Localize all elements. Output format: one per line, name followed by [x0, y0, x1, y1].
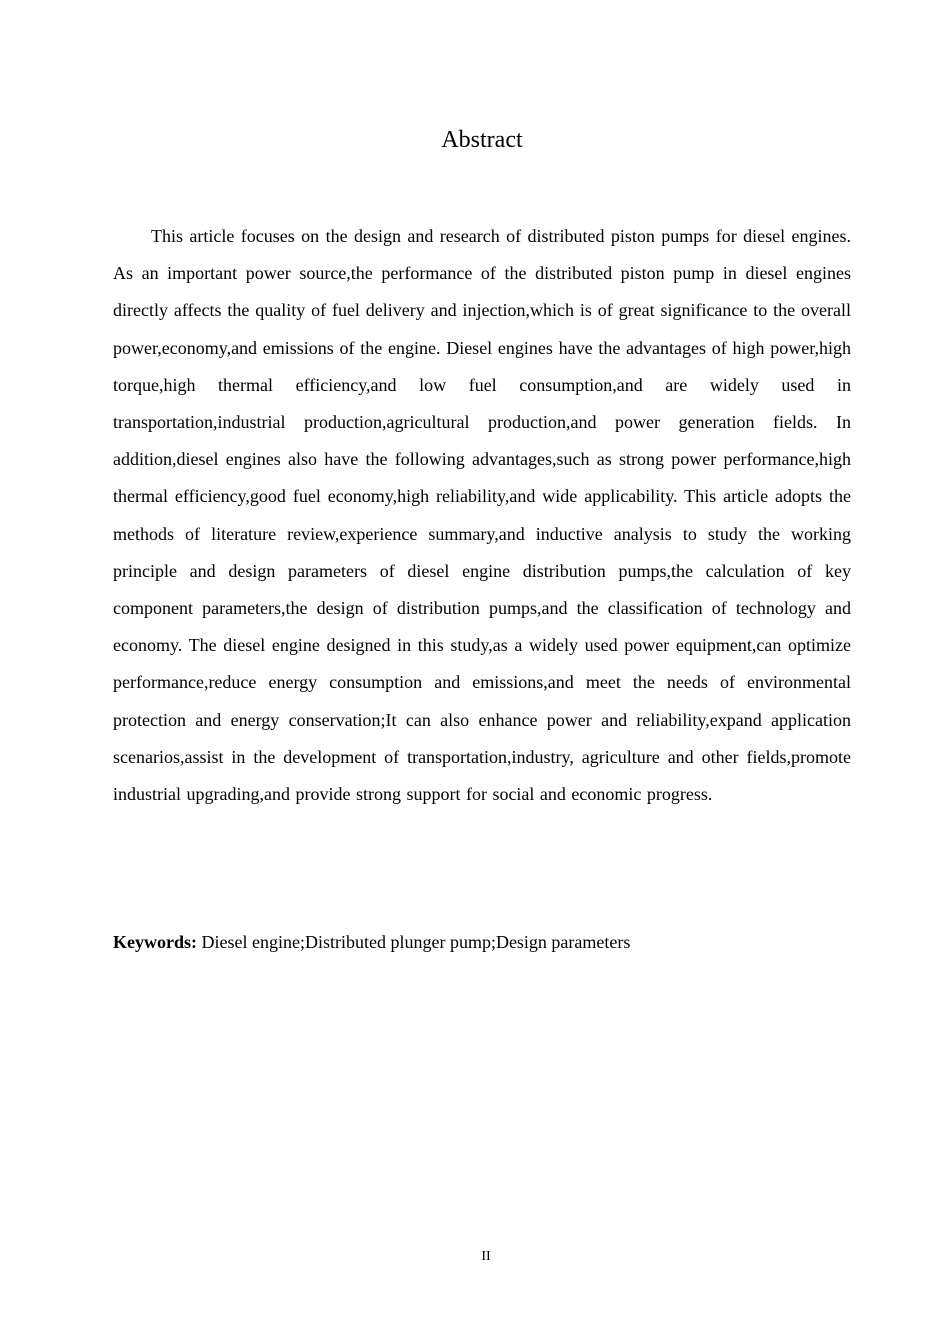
keywords-line: [113, 924, 851, 960]
abstract-body: This article focuses on the design and research of distributed piston pumps for diesel engines. As an important power source,the performance of the distributed piston pump in diesel engines directly affects the quality of fuel delivery and injection,which is of great significance to the overall power,economy,and emissions of the engine. Diesel engines have the advantages of high power,high torque,high thermal efficiency,and low fuel consumption,and are widely used in transportation,industrial production,agricultural production,and power generation fields. In addition,diesel engines also have the following advantages,such as strong power performance,high thermal efficiency,good fuel economy,high reliability,and wide applicability. This article adopts the methods of literature review,experience summary,and inductive analysis to study the working principle and design parameters of diesel engine distribution pumps,the calculation of key component parameters,the design of distribution pumps,and the classification of technology and economy. The diesel engine designed in this study,as a widely used power equipment,can optimize performance,reduce energy consumption and emissions,and meet the needs of environmental protection and energy conservation;It can also enhance power and reliability,expand application scenarios,assist in the development of transportation,industry, agriculture and other fields,promote industrial upgrading,and provide strong support for social and economic progress.: [113, 226, 851, 805]
keywords-value: Diesel engine;Distributed plunger pump;Design parameters: [201, 932, 631, 952]
abstract-title: Abstract: [441, 127, 523, 153]
keywords-label: Keywords:: [113, 932, 197, 952]
page-number: II: [481, 1249, 491, 1264]
